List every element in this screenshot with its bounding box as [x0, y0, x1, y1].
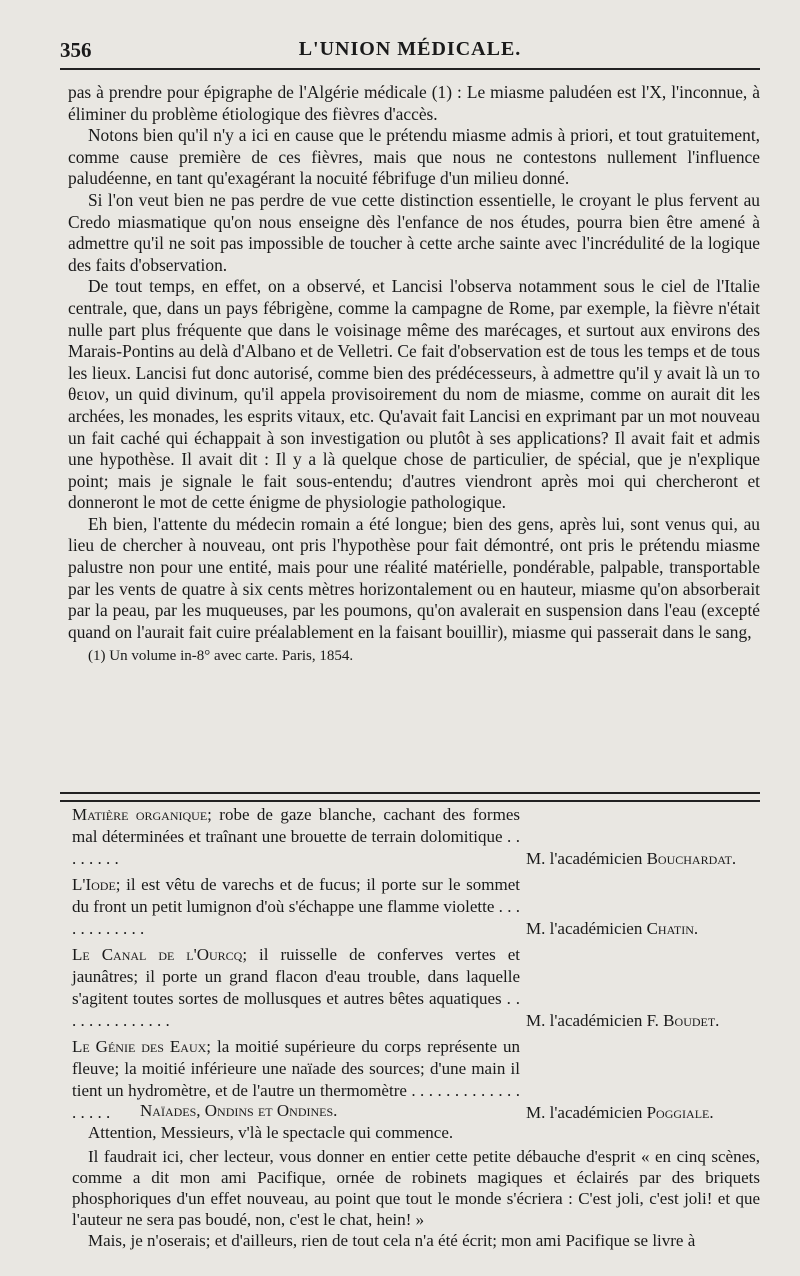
header-rule — [60, 68, 760, 70]
actor: M. l'académicien Chatin. — [526, 919, 699, 938]
role-name: Le Génie des Eaux — [72, 1037, 207, 1056]
cast-entry: Le Canal de l'Ourcq; il ruisselle de conferves vertes et jaunâtres; il porte un grand flacon d'eau trouble, dans laquelle s'agitent toutes sortes de mollusques et autres bêtes aquatiques . . . . . . . . . . . . . . M. l'académicien F. Boudet. — [72, 944, 760, 1032]
section-heading: Naïades, Ondins et Ondines. — [140, 1101, 338, 1120]
actor: M. l'académicien Bouchardat. — [526, 849, 737, 868]
cast-entry: Matière organique; robe de gaze blanche, cachant des formes mal déterminées et traînant une brouette de terrain dolomitique . . . . . . . . M. l'académicien Bouchardat. — [72, 804, 760, 870]
paragraph: Si l'on veut bien ne pas perdre de vue cette distinction essentielle, le croyant le plus fervent au Credo miasmatique qu'on nous enseigne dès l'enfance de nos études, pourra bien être amené à admettre qu'il ne soit pas impossible de toucher à cette arche sainte avec l'incrédulité de la logique des faits d'observation. — [68, 189, 760, 275]
scene-intro — [88, 1100, 760, 1144]
role-description: ; robe de gaze blanche, cachant des formes mal déterminées et traînant une brouette de terrain dolomitique — [72, 805, 520, 846]
paragraph: De tout temps, en effet, on a observé, et Lancisi l'observa notamment sous le ciel de l'Italie centrale, que, dans un pays fébrigène, comme la campagne de Rome, par exemple, la fièvre n'était nulle part plus fréquente que dans le voisinage même des marécages, et surtout aux environs des Marais-Pontins au delà d'Albano et de Velletri. Ce fait d'observation est de tous les temps et de tous les lieux. Lancisi fut donc autorisé, comme bien des prédécesseurs, à admettre qu'il y avait là un το θειον, un quid divinum, qu'il appela provisoirement du nom de miasme, comme on aurait dit les archées, les monades, les esprits vitaux, etc. Qu'avait fait Lancisi en exprimant par un mot nouveau un fait caché qui échappait à son investigation ou plutôt à ses applications? Il avait fait et admis une hypothèse. Il avait dit : Il y a là quelque chose de particulier, de spécial, que je n'explique point; mais je signale le fait sous-entendu; d'autres viendront après moi qui chercheront et donneront le mot de cette énigme de physiologie pathologique. — [68, 276, 760, 513]
role-name: Le Canal de l'Ourcq — [72, 945, 243, 964]
role-name: L'Iode — [72, 875, 116, 894]
attention-line: Attention, Messieurs, v'là le spectacle qui commence. — [88, 1123, 454, 1142]
journal-title: L'UNION MÉDICALE. — [298, 38, 522, 60]
paragraph: Mais, je n'oserais; et d'ailleurs, rien de tout cela n'a été écrit; mon ami Pacifique se livre à — [88, 1231, 696, 1250]
page-header — [60, 32, 760, 62]
paragraph: Notons bien qu'il n'y a ici en cause que le prétendu miasme admis à priori, et tout gratuitement, comme cause première de ces fièvres, mais que nous ne contestons nullement l'influence paludéenne, en tant qu'exagérant la nocuité fébrifuge d'un milieu donné. — [68, 125, 760, 189]
cast-list — [72, 804, 760, 1128]
actor: M. l'académicien Poggiale. — [526, 1103, 714, 1122]
role-description: ; il est vêtu de varechs et de fucus; il porte sur le sommet du front un petit lumignon d'où s'échappe une flamme violette — [72, 875, 520, 916]
closing-text — [72, 1146, 760, 1251]
cast-entry: L'Iode; il est vêtu de varechs et de fucus; il porte sur le sommet du front un petit lumignon d'où s'échappe une flamme violette . . . . . . . . . . . . M. l'académicien Chatin. — [72, 874, 760, 940]
article-body — [68, 82, 760, 666]
role-description: ; la moitié supérieure du corps représente un fleuve; la moitié inférieure une naïade des sources; d'une main il tient un hydromètre, et de l'autre un thermomètre — [72, 1037, 520, 1100]
footnote: (1) Un volume in-8° avec carte. Paris, 1854. — [88, 648, 354, 665]
page-number: 356 — [60, 38, 92, 62]
cast-entry: Le Génie des Eaux; la moitié supérieure du corps représente un fleuve; la moitié inférieure une naïade des sources; d'une main il tient un hydromètre, et de l'autre un thermomètre . . . . . . . . . . . . . . . . . . M. l'académicien Poggiale. — [72, 1036, 760, 1124]
actor: M. l'académicien F. Boudet. — [526, 1011, 720, 1030]
paragraph: Il faudrait ici, cher lecteur, vous donner en entier cette petite débauche d'esprit « en cinq scènes, comme a dit mon ami Pacifique, ornée de robinets magiques et éclairés par des briquets phosphoriques d'un effet nouveau, au point que tout le monde s'écriera : C'est joli, c'est joli! et que l'auteur ne sera pas boudé, non, c'est le chat, hein! » — [72, 1147, 760, 1229]
paragraph: Eh bien, l'attente du médecin romain a été longue; bien des gens, après lui, sont venus qui, au lieu de chercher à nouveau, ont pris l'hypothèse pour fait démontré, ont pris le prétendu miasme palustre non pour une entité, mais pour une réalité matérielle, pondérable, palpable, transportable par les vents de quatre à six cents mètres horizontalement ou en hauteur, miasme qu'on absorberait par la peau, par les muqueuses, par les poumons, qu'on avalerait en suspension dans l'eau (excepté quand on l'aurait fait cuire préalablement en la faisant bouillir), miasme qui passerait dans le sang, — [68, 513, 760, 642]
section-divider — [60, 792, 760, 802]
role-description: ; il ruisselle de conferves vertes et jaunâtres; il porte un grand flacon d'eau trouble, dans laquelle s'agitent toutes sortes de mollusques et autres bêtes aquatiques — [72, 945, 520, 1008]
role-name: Matière organique — [72, 805, 208, 824]
paragraph: pas à prendre pour épigraphe de l'Algérie médicale (1) : Le miasme paludéen est l'X, l'inconnue, à éliminer du problème étiologique des fièvres d'accès. — [68, 82, 760, 124]
